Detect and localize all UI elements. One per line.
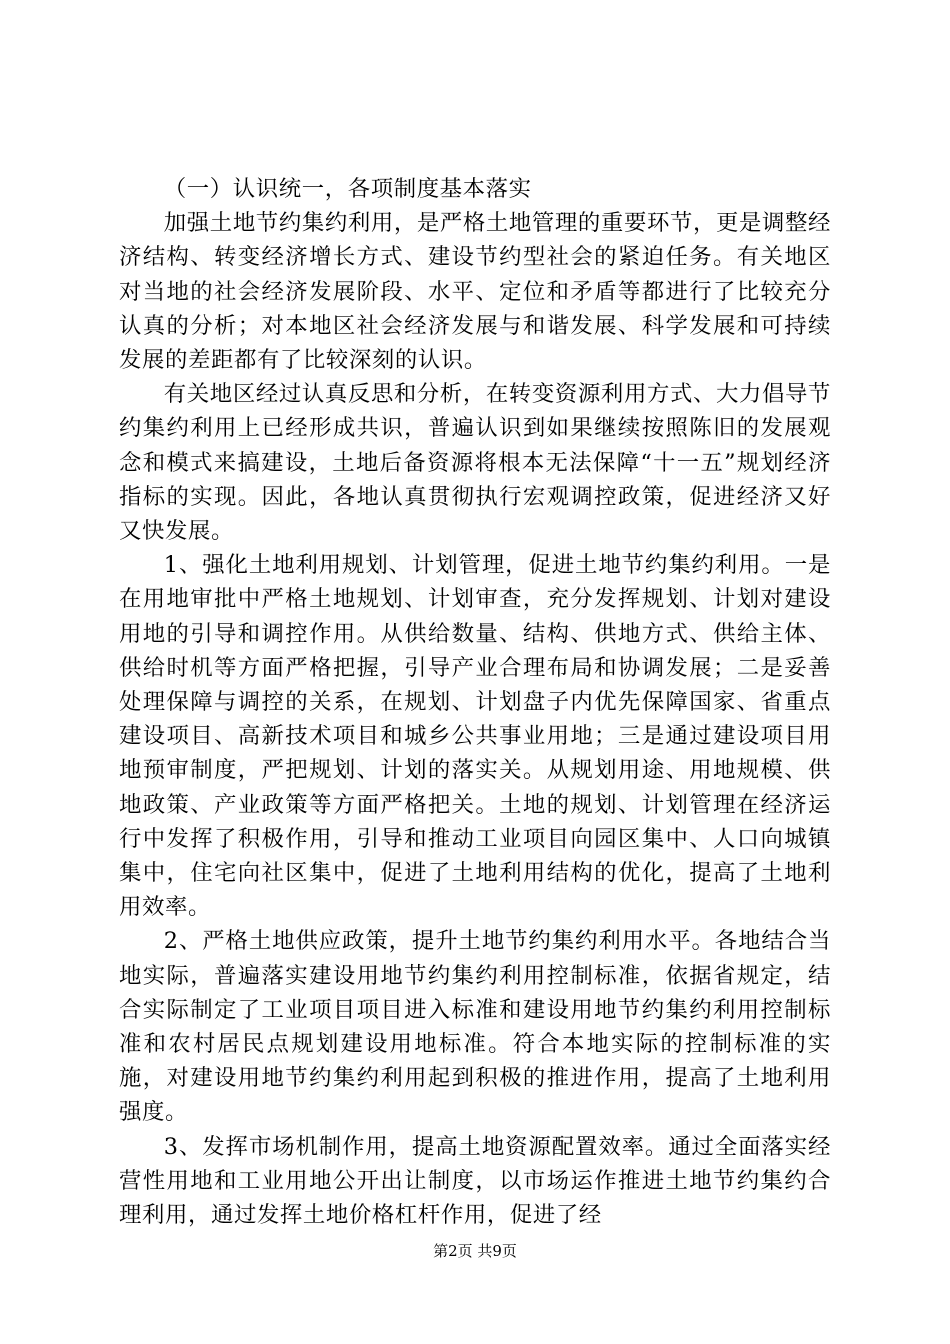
paragraph-item-1: 1、强化土地利用规划、计划管理，促进土地节约集约利用。一是在用地审批中严格土地规划、计划审查，充分发挥规划、计划对建设用地的引导和调控作用。从供给数量、结构、供地方式、供给主体、供给时机等方面严格把握，引导产业合理布局和协调发展；二是妥善处理保障与调控的关系，在规划、计划盘子内优先保障国家、省重点建设项目、高新技术项目和城乡公共事业用地；三是通过建设项目用地预审制度，严把规划、计划的落实关。从规划用途、用地规模、供地政策、产业政策等方面严格把关。土地的规划、计划管理在经济运行中发挥了积极作用，引导和推动工业项目向园区集中、人口向城镇集中，住宅向社区集中，促进了土地利用结构的优化，提高了土地利用效率。: [119, 552, 831, 921]
document-body: [119, 172, 831, 1232]
section-heading: （一）认识统一，各项制度基本落实: [163, 176, 532, 202]
page-number-label: 第2页 共9页: [433, 1242, 517, 1260]
paragraph-item-3: 3、发挥市场机制作用，提高土地资源配置效率。通过全面落实经营性用地和工业用地公开出让制度，以市场运作推进土地节约集约合理利用，通过发挥土地价格杠杆作用，促进了经: [119, 1133, 831, 1229]
page-footer: [0, 1241, 950, 1261]
paragraph-consensus: 有关地区经过认真反思和分析，在转变资源利用方式、大力倡导节约集约利用上已经形成共识，普遍认识到如果继续按照陈旧的发展观念和模式来搞建设，土地后备资源将根本无法保障“十一五”规划经济指标的实现。因此，各地认真贯彻执行宏观调控政策，促进经济又好又快发展。: [119, 381, 831, 545]
paragraph-intro: 加强土地节约集约利用，是严格土地管理的重要环节，更是调整经济结构、转变经济增长方式、建设节约型社会的紧迫任务。有关地区对当地的社会经济发展阶段、水平、定位和矛盾等都进行了比较充分认真的分析；对本地区社会经济发展与和谐发展、科学发展和可持续发展的差距都有了比较深刻的认识。: [119, 210, 831, 374]
paragraph-item-2: 2、严格土地供应政策，提升土地节约集约利用水平。各地结合当地实际，普遍落实建设用地节约集约利用控制标准，依据省规定，结合实际制定了工业项目项目进入标准和建设用地节约集约利用控制标准和农村居民点规划建设用地标准。符合本地实际的控制标准的实施，对建设用地节约集约利用起到积极的推进作用，提高了土地利用强度。: [119, 928, 831, 1126]
